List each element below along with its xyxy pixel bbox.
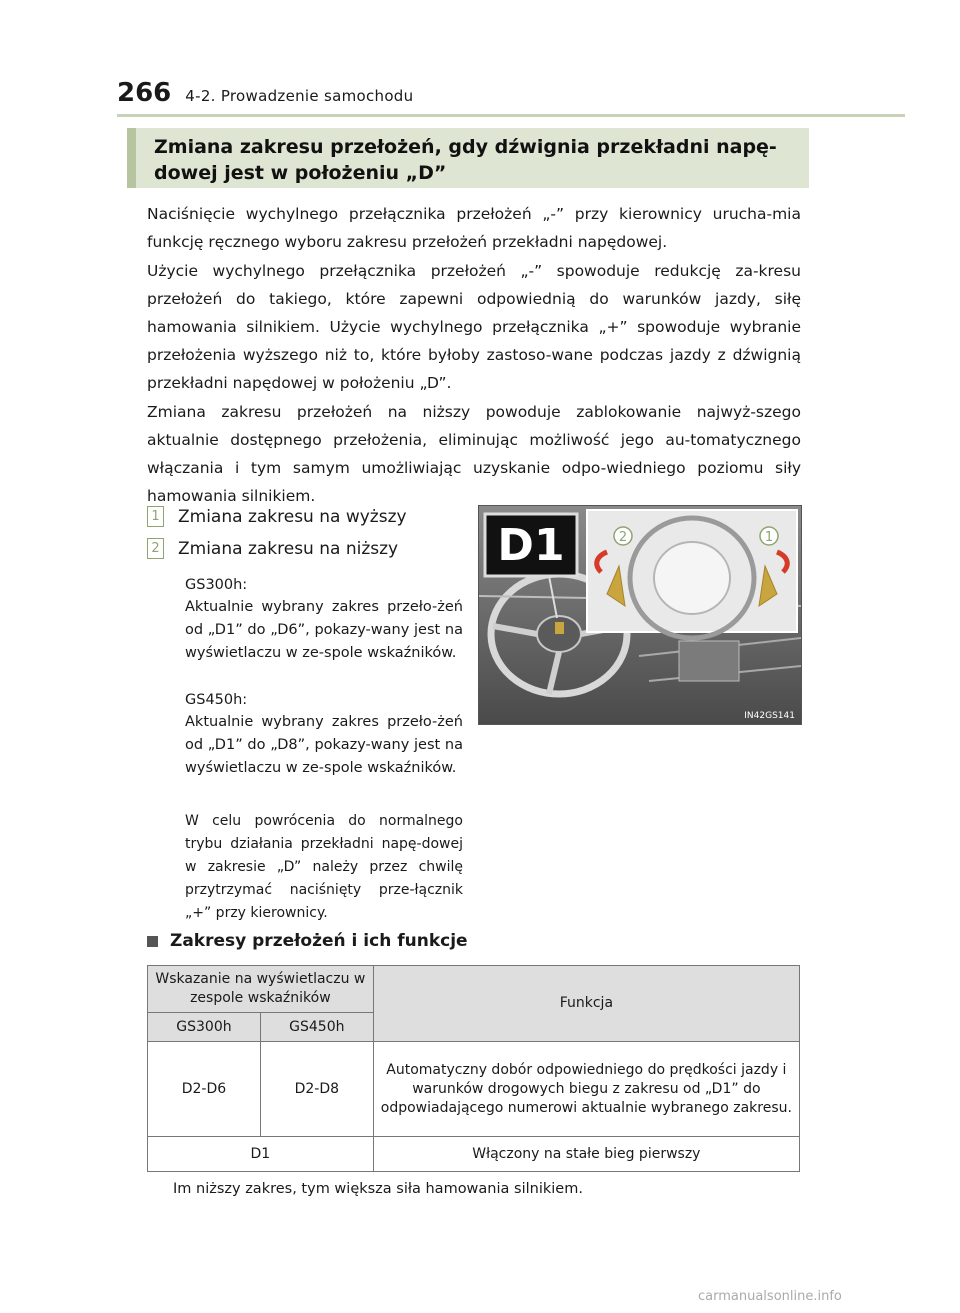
table-header-gs450h: GS450h xyxy=(260,1013,373,1042)
table-subheading xyxy=(147,931,468,951)
page-header xyxy=(117,78,413,108)
gs450h-text: Aktualnie wybrany zakres przeło-żeń od „D1” do „D8”, pokazy-wany jest na wyświetlaczu w ze-spole wskaźników. xyxy=(185,714,463,776)
gear-range-table xyxy=(147,965,800,1172)
list-item-upshift xyxy=(147,506,407,527)
table-row xyxy=(148,1042,800,1137)
paragraph-downshift: Zmiana zakresu przełożeń na niższy powoduje zablokowanie najwyż-szego aktualnie dostępnego przełożenia, eliminując możliwość jego au-tomatycznego włączania i tym samym umożliwiając uzyskanie odpo-wiedniego poziomu siły hamowania silnikiem. xyxy=(147,403,801,505)
page-number: 266 xyxy=(117,78,172,108)
subheading-text: Zakresy przełożeń i ich funkcje xyxy=(170,931,468,951)
table-cell-gs450h: D2-D8 xyxy=(260,1042,373,1137)
table-cell-gs300h: D2-D6 xyxy=(148,1042,261,1137)
square-bullet-icon xyxy=(147,936,158,947)
return-note: W celu powrócenia do normalnego trybu działania przekładni napę-dowej w zakresie „D” należy przez chwilę przytrzymać naciśnięty prze-łącznik „+” przy kierownicy. xyxy=(185,813,463,921)
table-cell-function: Włączony na stałe bieg pierwszy xyxy=(373,1137,799,1172)
table-header-function: Funkcja xyxy=(373,966,799,1042)
callout-2: 2 xyxy=(618,530,628,545)
figure-illustration xyxy=(479,506,801,724)
section-title: Zmiana zakresu przełożeń, gdy dźwignia przekładni napę-dowej jest w położeniu „D” xyxy=(154,136,777,184)
chapter-title: 4-2. Prowadzenie samochodu xyxy=(185,87,414,105)
gs300h-text: Aktualnie wybrany zakres przeło-żeń od „D1” do „D6”, pokazy-wany jest na wyświetlaczu w ze-spole wskaźników. xyxy=(185,599,463,661)
watermark: carmanualsonline.info xyxy=(698,1289,842,1304)
gs300h-label: GS300h: xyxy=(185,577,248,593)
figure-code: IN42GS141 xyxy=(744,711,795,721)
table-cell-function: Automatyczny dobór odpowiedniego do prędkości jazdy i warunków drogowych biegu z zakresu od „D1” do odpowiadającego numerowi aktualnie wybranego zakresu. xyxy=(373,1042,799,1137)
table-cell-both: D1 xyxy=(148,1137,374,1172)
number-badge: 1 xyxy=(147,506,164,527)
paragraph-paddle-usage: Użycie wychylnego przełącznika przełożeń „-” spowoduje redukcję za-kresu przełożeń do takiego, które zapewni odpowiednią do warunków jazdy, siłę hamowania silnikiem. Użycie wychylnego przełącznika „+” spowoduje wybranie przełożenia wyższego niż to, które byłoby zastoso-wane podczas jazdy z dźwignią przekładni napędowej w położeniu „D”. xyxy=(147,262,801,392)
section-title-box xyxy=(127,128,809,188)
list-item-text: Zmiana zakresu na wyższy xyxy=(178,506,407,527)
display-d1-label: D1 xyxy=(497,520,565,571)
list-item-text: Zmiana zakresu na niższy xyxy=(178,538,399,559)
list-item-downshift xyxy=(147,538,398,559)
callout-1: 1 xyxy=(764,530,774,545)
table-row xyxy=(148,1137,800,1172)
table-header-gs300h: GS300h xyxy=(148,1013,261,1042)
footnote: Im niższy zakres, tym większa siła hamowania silnikiem. xyxy=(173,1181,583,1197)
table-header-display: Wskazanie na wyświetlaczu w zespole wskaźników xyxy=(148,966,374,1013)
steering-wheel-figure xyxy=(478,505,802,725)
header-divider xyxy=(117,114,905,117)
number-badge: 2 xyxy=(147,538,164,559)
paragraph-intro: Naciśnięcie wychylnego przełącznika przełożeń „-” przy kierownicy urucha-mia funkcję ręcznego wyboru zakresu przełożeń przekładni napędowej. xyxy=(147,205,801,251)
gs450h-label: GS450h: xyxy=(185,692,248,708)
